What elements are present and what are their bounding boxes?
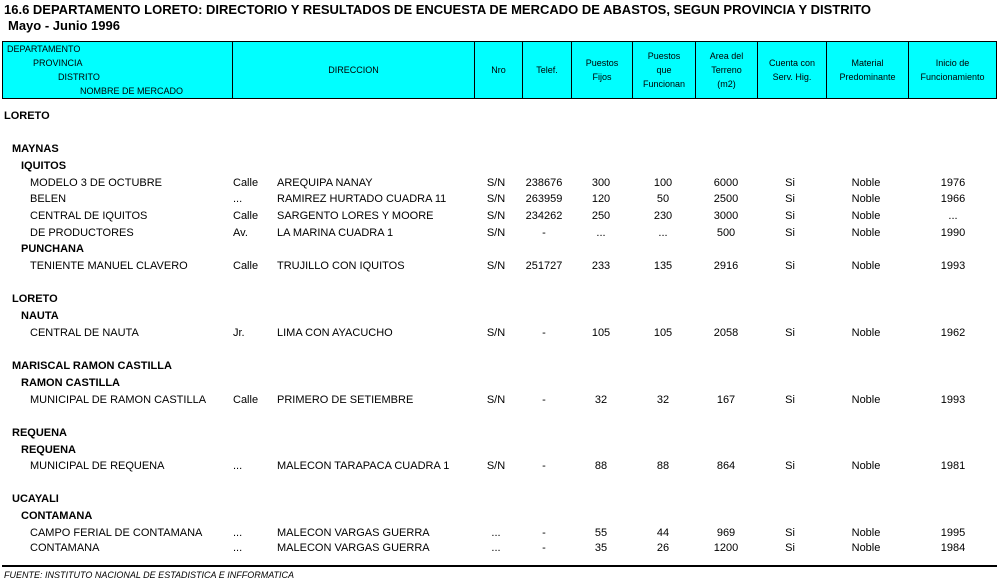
distrito-row bbox=[0, 375, 999, 391]
header-cuenta-serv: Cuenta con Serv. Hig. bbox=[758, 42, 827, 98]
provincia-label: UCAYALI bbox=[12, 493, 59, 505]
header-material: Material Predominante bbox=[827, 42, 909, 98]
cell-nro: ... bbox=[491, 542, 501, 554]
cell-nombre: CENTRAL DE IQUITOS bbox=[30, 210, 148, 222]
page-title: 16.6 DEPARTAMENTO LORETO: DIRECTORIO Y RESULTADOS DE ENCUESTA DE MERCADO DE ABASTOS, SEGUN PROVINCIA Y DISTRITO bbox=[4, 2, 872, 17]
cell-area: 864 bbox=[716, 460, 736, 472]
cell-via: Av. bbox=[233, 227, 248, 239]
cell-area: 6000 bbox=[713, 177, 739, 189]
cell-via: ... bbox=[233, 193, 243, 205]
distrito-label: PUNCHANA bbox=[21, 243, 84, 255]
cell-serv: Si bbox=[785, 193, 795, 205]
cell-material: Noble bbox=[851, 327, 881, 339]
header-nro: Nro bbox=[475, 42, 523, 98]
cell-area: 2916 bbox=[713, 260, 739, 272]
cell-direccion: LIMA CON AYACUCHO bbox=[277, 327, 393, 339]
cell-funcionan: 105 bbox=[653, 327, 673, 339]
cell-telef: 263959 bbox=[525, 193, 563, 205]
cell-fijos: ... bbox=[596, 227, 606, 239]
header-hierarchy bbox=[3, 42, 233, 98]
cell-fijos: 88 bbox=[594, 460, 608, 472]
cell-material: Noble bbox=[851, 177, 881, 189]
table-row bbox=[0, 540, 999, 556]
cell-fijos: 35 bbox=[594, 542, 608, 554]
source-note: FUENTE: INSTITUTO NACIONAL DE ESTADISTICA E INFFORMATICA bbox=[4, 570, 295, 580]
cell-area: 167 bbox=[716, 394, 736, 406]
header-departamento: DEPARTAMENTO bbox=[7, 44, 81, 54]
provincia-label: REQUENA bbox=[12, 427, 68, 439]
table-row bbox=[0, 525, 999, 541]
cell-serv: Si bbox=[785, 227, 795, 239]
footer-divider bbox=[2, 565, 997, 567]
provincia-row bbox=[0, 425, 999, 441]
header-inicio: Inicio de Funcionamiento bbox=[920, 58, 985, 82]
cell-nombre: TENIENTE MANUEL CLAVERO bbox=[30, 260, 188, 272]
cell-funcionan: 230 bbox=[653, 210, 673, 222]
table-row bbox=[0, 191, 999, 207]
cell-serv: Si bbox=[785, 394, 795, 406]
cell-material: Noble bbox=[851, 460, 881, 472]
cell-telef: 238676 bbox=[525, 177, 563, 189]
cell-via: Jr. bbox=[233, 327, 245, 339]
cell-nombre: CAMPO FERIAL DE CONTAMANA bbox=[30, 527, 203, 539]
table-row bbox=[0, 458, 999, 474]
cell-nro: S/N bbox=[486, 327, 506, 339]
cell-fijos: 300 bbox=[591, 177, 611, 189]
cell-inicio: 1976 bbox=[940, 177, 966, 189]
cell-funcionan: 44 bbox=[656, 527, 670, 539]
page-subtitle: Mayo - Junio 1996 bbox=[8, 18, 120, 33]
cell-funcionan: 50 bbox=[656, 193, 670, 205]
cell-serv: Si bbox=[785, 210, 795, 222]
cell-area: 3000 bbox=[713, 210, 739, 222]
distrito-row bbox=[0, 308, 999, 324]
distrito-row bbox=[0, 508, 999, 524]
cell-funcionan: 135 bbox=[653, 260, 673, 272]
cell-inicio: 1993 bbox=[940, 260, 966, 272]
provincia-row bbox=[0, 358, 999, 374]
cell-serv: Si bbox=[785, 260, 795, 272]
cell-telef: - bbox=[542, 394, 546, 406]
header-provincia: PROVINCIA bbox=[33, 58, 83, 68]
distrito-row bbox=[0, 442, 999, 458]
cell-fijos: 250 bbox=[591, 210, 611, 222]
cell-nro: S/N bbox=[486, 193, 506, 205]
cell-inicio: 1966 bbox=[940, 193, 966, 205]
department-label: LORETO bbox=[4, 110, 50, 122]
header-distrito: DISTRITO bbox=[58, 72, 100, 82]
table-row bbox=[0, 225, 999, 241]
cell-direccion: PRIMERO DE SETIEMBRE bbox=[277, 394, 414, 406]
cell-area: 1200 bbox=[713, 542, 739, 554]
provincia-label: MARISCAL RAMON CASTILLA bbox=[12, 360, 172, 372]
cell-via: Calle bbox=[233, 177, 259, 189]
cell-nro: ... bbox=[491, 527, 501, 539]
cell-nombre: DE PRODUCTORES bbox=[30, 227, 134, 239]
cell-funcionan: ... bbox=[658, 227, 668, 239]
cell-inicio: ... bbox=[948, 210, 958, 222]
cell-telef: 251727 bbox=[525, 260, 563, 272]
cell-area: 500 bbox=[716, 227, 736, 239]
distrito-label: IQUITOS bbox=[21, 160, 67, 172]
header-area: Area del Terreno (m2) bbox=[696, 42, 758, 98]
header-telef: Telef. bbox=[523, 42, 572, 98]
cell-telef: - bbox=[542, 527, 546, 539]
table-row bbox=[0, 208, 999, 224]
cell-funcionan: 32 bbox=[656, 394, 670, 406]
cell-serv: Si bbox=[785, 327, 795, 339]
cell-direccion: LA MARINA CUADRA 1 bbox=[277, 227, 394, 239]
cell-material: Noble bbox=[851, 210, 881, 222]
header-nombre-mercado: NOMBRE DE MERCADO bbox=[80, 86, 184, 96]
cell-direccion: RAMIREZ HURTADO CUADRA 11 bbox=[277, 193, 447, 205]
distrito-label: NAUTA bbox=[21, 310, 59, 322]
cell-via: ... bbox=[233, 542, 243, 554]
provincia-label: LORETO bbox=[12, 293, 58, 305]
provincia-row bbox=[0, 291, 999, 307]
cell-inicio: 1993 bbox=[940, 394, 966, 406]
cell-inicio: 1962 bbox=[940, 327, 966, 339]
distrito-row bbox=[0, 158, 999, 174]
cell-serv: Si bbox=[785, 460, 795, 472]
cell-fijos: 32 bbox=[594, 394, 608, 406]
cell-fijos: 233 bbox=[591, 260, 611, 272]
cell-direccion: MALECON VARGAS GUERRA bbox=[277, 542, 430, 554]
cell-nombre: MODELO 3 DE OCTUBRE bbox=[30, 177, 163, 189]
cell-nro: S/N bbox=[486, 227, 506, 239]
cell-fijos: 105 bbox=[591, 327, 611, 339]
cell-nombre: MUNICIPAL DE RAMON CASTILLA bbox=[30, 394, 207, 406]
cell-telef: - bbox=[542, 542, 546, 554]
cell-via: ... bbox=[233, 460, 243, 472]
cell-via: Calle bbox=[233, 260, 259, 272]
cell-area: 969 bbox=[716, 527, 736, 539]
cell-fijos: 55 bbox=[594, 527, 608, 539]
cell-telef: - bbox=[542, 327, 546, 339]
cell-area: 2500 bbox=[713, 193, 739, 205]
cell-via: ... bbox=[233, 527, 243, 539]
cell-material: Noble bbox=[851, 527, 881, 539]
cell-nombre: BELEN bbox=[30, 193, 67, 205]
cell-funcionan: 26 bbox=[656, 542, 670, 554]
cell-inicio: 1995 bbox=[940, 527, 966, 539]
cell-material: Noble bbox=[851, 260, 881, 272]
cell-nombre: CONTAMANA bbox=[30, 542, 100, 554]
table-row bbox=[0, 392, 999, 408]
cell-funcionan: 100 bbox=[653, 177, 673, 189]
cell-material: Noble bbox=[851, 542, 881, 554]
table-row bbox=[0, 175, 999, 191]
cell-material: Noble bbox=[851, 394, 881, 406]
cell-serv: Si bbox=[785, 542, 795, 554]
cell-telef: - bbox=[542, 227, 546, 239]
distrito-row bbox=[0, 241, 999, 257]
cell-telef: 234262 bbox=[525, 210, 563, 222]
cell-nro: S/N bbox=[486, 210, 506, 222]
cell-nro: S/N bbox=[486, 460, 506, 472]
provincia-row bbox=[0, 141, 999, 157]
cell-via: Calle bbox=[233, 210, 259, 222]
header-direccion: DIRECCION bbox=[233, 42, 475, 98]
distrito-label: REQUENA bbox=[21, 444, 77, 456]
table-header bbox=[2, 41, 997, 99]
department-row bbox=[0, 108, 999, 124]
cell-nro: S/N bbox=[486, 394, 506, 406]
cell-nombre: MUNICIPAL DE REQUENA bbox=[30, 460, 165, 472]
provincia-row bbox=[0, 491, 999, 507]
cell-serv: Si bbox=[785, 177, 795, 189]
table-row bbox=[0, 325, 999, 341]
cell-material: Noble bbox=[851, 193, 881, 205]
header-puestos-funcionan: Puestos que Funcionan bbox=[633, 42, 696, 98]
cell-direccion: MALECON VARGAS GUERRA bbox=[277, 527, 430, 539]
cell-nro: S/N bbox=[486, 177, 506, 189]
cell-inicio: 1981 bbox=[940, 460, 966, 472]
header-puestos-fijos: Puestos Fijos bbox=[572, 42, 633, 98]
cell-direccion: MALECON TARAPACA CUADRA 1 bbox=[277, 460, 450, 472]
cell-nro: S/N bbox=[486, 260, 506, 272]
cell-serv: Si bbox=[785, 527, 795, 539]
cell-funcionan: 88 bbox=[656, 460, 670, 472]
cell-direccion: AREQUIPA NANAY bbox=[277, 177, 373, 189]
cell-via: Calle bbox=[233, 394, 259, 406]
cell-direccion: TRUJILLO CON IQUITOS bbox=[277, 260, 405, 272]
provincia-label: MAYNAS bbox=[12, 143, 59, 155]
cell-inicio: 1984 bbox=[940, 542, 966, 554]
cell-area: 2058 bbox=[713, 327, 739, 339]
distrito-label: RAMON CASTILLA bbox=[21, 377, 120, 389]
cell-telef: - bbox=[542, 460, 546, 472]
cell-direccion: SARGENTO LORES Y MOORE bbox=[277, 210, 434, 222]
cell-fijos: 120 bbox=[591, 193, 611, 205]
distrito-label: CONTAMANA bbox=[21, 510, 93, 522]
table-row bbox=[0, 258, 999, 274]
cell-material: Noble bbox=[851, 227, 881, 239]
cell-inicio: 1990 bbox=[940, 227, 966, 239]
cell-nombre: CENTRAL DE NAUTA bbox=[30, 327, 139, 339]
